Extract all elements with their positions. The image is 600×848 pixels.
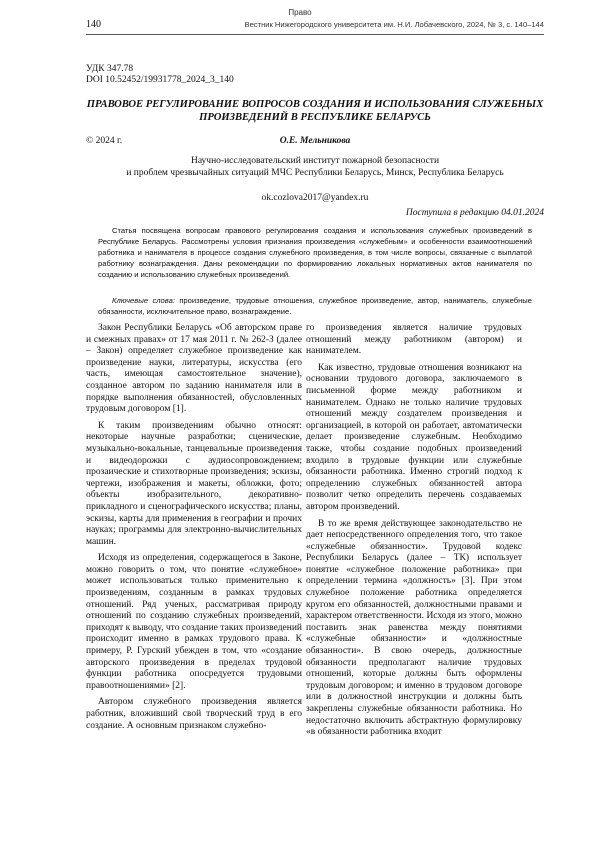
article-meta	[86, 64, 234, 86]
received-date: Поступила в редакцию 04.01.2024	[405, 208, 544, 218]
paragraph: Исходя из определения, содержащегося в Законе, можно говорить о том, что понятие «служебное» может использоваться только применительно к произведениям, созданным в рамках трудовых отношений. Ряд ученых, рассматривая природу отношений по созданию служебных произведений, приходят к выводу, что создание таких произведений происходит именно в рамках трудового права. К примеру, Р. Гурский убежден в том, что «создание авторского произведения в пределах трудовой функции работника опосредуется трудовыми правоотношениями» [2].	[86, 553, 302, 691]
paragraph: К таким произведениям обычно относят: некоторые научные разработки; сценические, музыкально-вокальные, танцевальные произведения и видеодорожки с аудиосопровождением; прозаические и стихотворные произведения; эскизы, чертежи, изображения и макеты, обложки, фото; объекты изобразительного, декоративно-прикладного и сценографического искусства; планы, эскизы, карты для применения в географии и прочих науках; программы для электронно-вычислительных машин.	[86, 420, 302, 547]
doi: DOI 10.52452/19931778_2024_3_140	[86, 75, 234, 85]
paragraph: го произведения является наличие трудовых отношений между работником (автором) и нанимателем.	[306, 323, 522, 357]
affiliation	[86, 155, 544, 179]
affiliation-line-2: и проблем чрезвычайных ситуаций МЧС Республики Беларусь, Минск, Республика Беларусь	[126, 168, 504, 178]
abstract: Статья посвящена вопросам правового регулирования создания и использования служебных произведений в Республике Беларусь. Рассмотрены условия признания произведения «служебным» и особенности взаимоотношений работника и нанимателя в процессе создания служебного произведения, в том числе вопросы, связанные с выплатой работнику вознаграждения. Даны рекомендации по формированию локальных нормативных актов нанимателя по созданию и использованию служебных произведений.	[98, 226, 532, 279]
running-header	[86, 19, 544, 31]
article-title: ПРАВОВОЕ РЕГУЛИРОВАНИЕ ВОПРОСОВ СОЗДАНИЯ И ИСПОЛЬЗОВАНИЯ СЛУЖЕБНЫХ ПРОИЗВЕДЕНИЙ В РЕСПУБЛИКЕ БЕЛАРУСЬ	[86, 99, 544, 123]
keywords	[98, 295, 532, 317]
author-name: О.Е. Мельникова	[279, 136, 351, 146]
page-number: 140	[86, 19, 101, 30]
body-column-right	[306, 323, 522, 744]
paragraph: Как известно, трудовые отношения возникают на основании трудового договора, заключаемого в письменной форме между работником и нанимателем. Однако не только наличие трудовых отношений между создателем произведения и организацией, в которой он работает, автоматически делает произведение служебным. Необходимо также, чтобы создание подобных произведений входило в трудовые функции или служебные обязанности работника. Именно строгий подход к определению служебных обязанностей автора позволит четко определить перечень создаваемых автором произведений.	[306, 362, 522, 512]
paragraph: Автором служебного произведения является работник, вложивший свой творческий труд в его создание. А основным признаком служебно-	[86, 697, 302, 731]
keywords-text: произведение, трудовые отношения, служебное произведение, автор, наниматель, служебные обязанности, исключительное право, вознаграждение.	[98, 296, 532, 316]
keywords-label: Ключевые слова:	[112, 296, 175, 305]
affiliation-line-1: Научно-исследовательский институт пожарной безопасности	[190, 156, 440, 166]
paragraph: В то же время действующее законодательство не дает непосредственного определения того, что такое «служебные обязанности». Трудовой кодекс Республики Беларусь (далее – ТК) использует понятие «служебное положение работника» при определении термина «должность» [3]. При этом служебное положение работника определяется кругом его обязанностей, должностными правами и характером ответственности. Исходя из этого, можно поставить знак равенства между понятиями «служебные обязанности» и «должностные обязанности». В свою очередь, должностные обязанности предполагают наличие трудовых отношений, которые должны быть оформлены трудовым договором; и именно в трудовом договоре или в должностной инструкции и должны быть закреплены служебные обязанности работника. Но недостаточно включить абстрактную формулировку «в обязанности работника входит	[306, 518, 522, 738]
author-email: ok.cozlova2017@yandex.ru	[261, 193, 369, 203]
udk-code: УДК 347.78	[86, 64, 134, 74]
body-column-left	[86, 323, 302, 737]
paragraph: Закон Республики Беларусь «Об авторском праве и смежных правах» от 17 мая 2011 г. № 262-З (далее – Закон) определяет служебное произведение как произведение науки, литературы, искусства (его часть, имеющая самостоятельное значение), созданное автором по заданию нанимателя или в порядке выполнения обязанностей, обусловленных трудовым договором [1].	[86, 323, 302, 415]
journal-citation: Вестник Нижегородского университета им. Н.И. Лобачевского, 2024, № 3, с. 140–144	[244, 20, 544, 29]
journal-section: Право	[288, 8, 312, 17]
header-rule	[86, 34, 544, 35]
copyright: © 2024 г.	[86, 136, 123, 146]
